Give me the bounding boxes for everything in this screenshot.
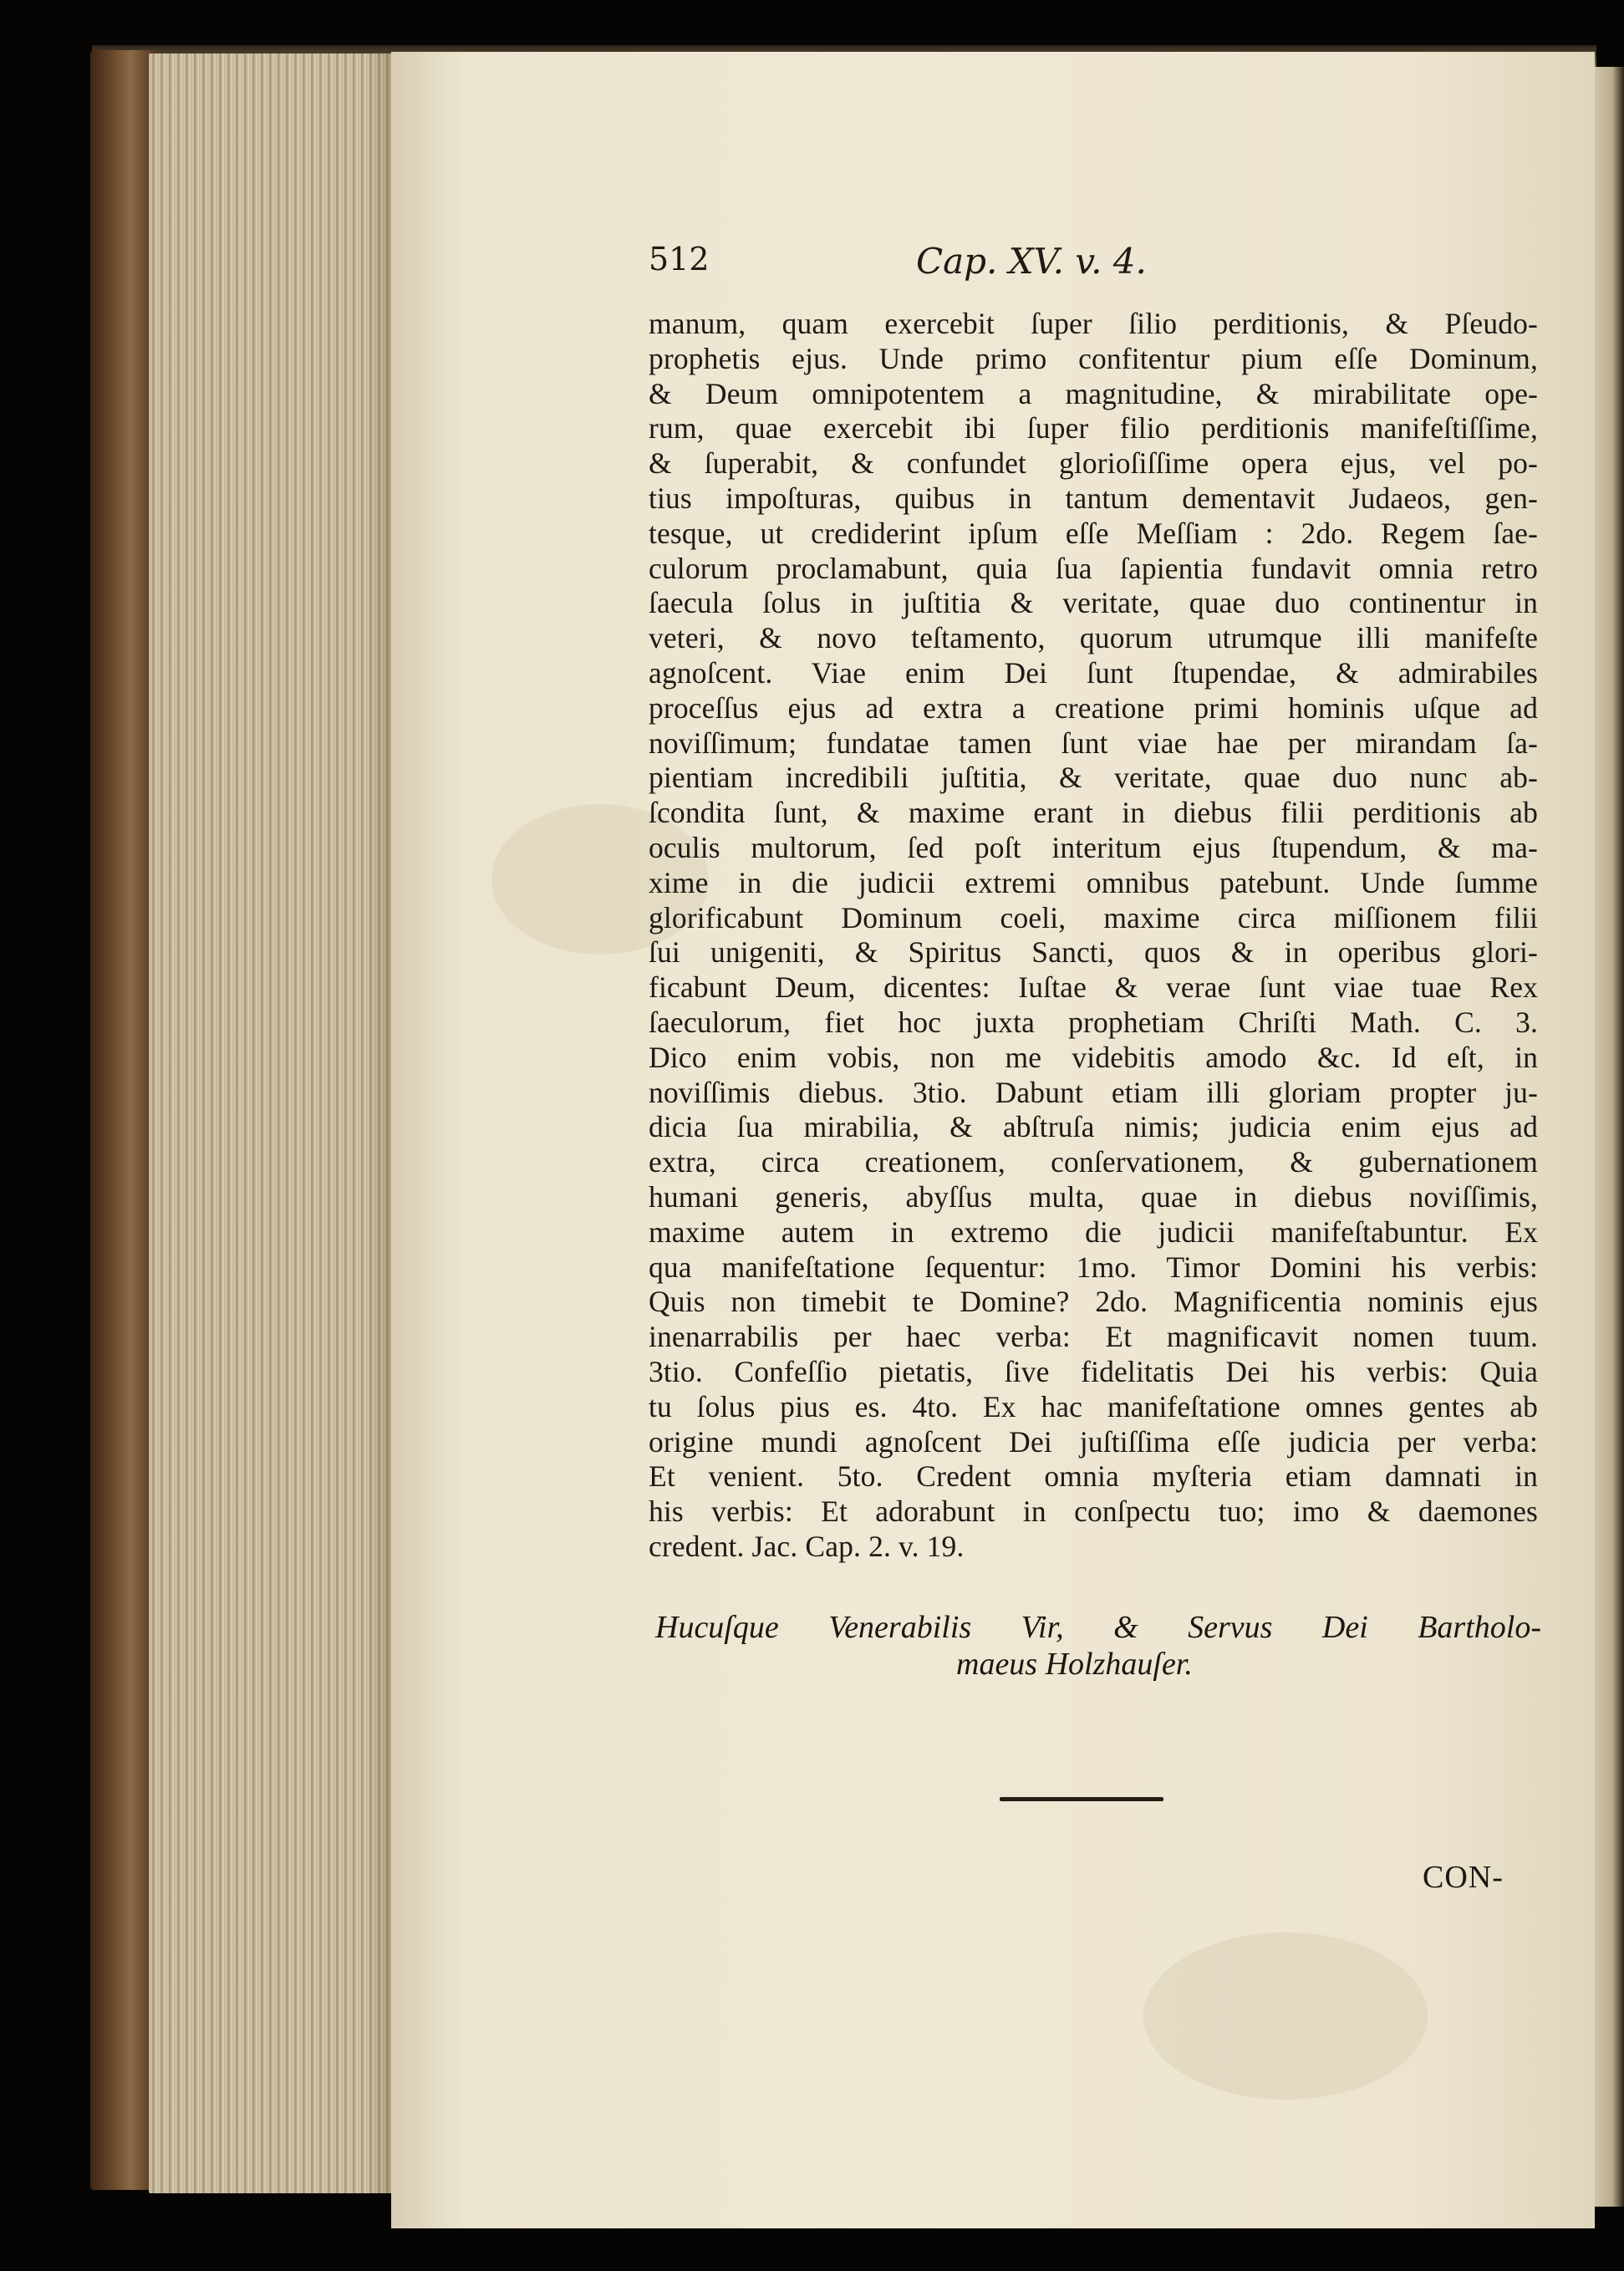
text-line: prophetis ejus. Unde primo confitentur pium eſſe Dominum, (649, 341, 1538, 375)
running-head (649, 241, 1568, 283)
section-rule (1000, 1797, 1163, 1801)
text-line: oculis multorum, ſed poſt interitum ejus ſtupendum, & ma- (649, 830, 1538, 864)
text-line: Quis non timebit te Domine? 2do. Magnificentia nominis ejus (649, 1285, 1538, 1319)
page-stack-edges (149, 53, 400, 2193)
text-line: humani generis, abyſſus multa, quae in diebus noviſſimis, (649, 1179, 1538, 1214)
text-line: rum, quae exercebit ibi ſuper filio perditionis manifeſtiſſime, (649, 411, 1538, 446)
text-line: xime in die judicii extremi omnibus patebunt. Unde ſumme (649, 865, 1538, 899)
catchword: CON- (1423, 1860, 1504, 1895)
text-line: ficabunt Deum, dicentes: Iuſtae & verae ſunt viae tuae Rex (649, 970, 1538, 1005)
text-line: culorum proclamabunt, quia ſua ſapientia fundavit omnia retro (649, 551, 1538, 585)
text-line: ſaeculorum, fiet hoc juxta prophetiam Chriſti Math. C. 3. (649, 1005, 1538, 1039)
text-line: 3tio. Confeſſio pietatis, ſive fidelitatis Dei his verbis: Quia (649, 1354, 1538, 1388)
text-line: & ſuperabit, & confundet glorioſiſſime opera ejus, vel po- (649, 446, 1538, 481)
paper-stain (1143, 1932, 1428, 2100)
text-line: noviſſimum; fundatae tamen ſunt viae hae per mirandam ſa- (649, 726, 1538, 760)
body-text (649, 307, 1538, 1565)
text-line: noviſſimis diebus. 3tio. Dabunt etiam illi gloriam propter ju- (649, 1075, 1538, 1109)
text-line: origine mundi agnoſcent Dei juſtiſſima eſſe judicia per verba: (649, 1424, 1538, 1459)
text-line: ſcondita ſunt, & maxime erant in diebus filii perditionis ab (649, 796, 1538, 830)
text-line: agnoſcent. Viae enim Dei ſunt ſtupendae, & admirabiles (649, 655, 1538, 690)
closing-line: Hucuſque Venerabilis Vir, & Servus Dei Bartholo- (655, 1610, 1541, 1645)
text-line: extra, circa creationem, conſervationem, & gubernationem (649, 1145, 1538, 1179)
text-line: proceſſus ejus ad extra a creatione primi hominis uſque ad (649, 690, 1538, 725)
text-line: inenarrabilis per haec verba: Et magnificavit nomen tuum. (649, 1320, 1538, 1354)
text-line: tesque, ut crediderint ipſum eſſe Meſſiam : 2do. Regem ſae- (649, 516, 1538, 550)
text-line: ſui unigeniti, & Spiritus Sancti, quos & in operibus glori- (649, 935, 1538, 970)
book-binding (90, 50, 157, 2190)
text-line: Et venient. 5to. Credent omnia myſteria etiam damnati in (649, 1459, 1538, 1494)
text-line: manum, quam exercebit ſuper ſilio perditionis, & Pſeudo- (649, 307, 1538, 340)
closing-attribution (655, 1609, 1541, 1683)
text-line: pientiam incredibili juſtitia, & veritate, quae duo nunc ab- (649, 761, 1538, 795)
text-line: veteri, & novo teſtamento, quorum utrumque illi manifeſte (649, 621, 1538, 655)
text-line: ſaecula ſolus in juſtitia & veritate, quae duo continentur in (649, 586, 1538, 620)
text-line: Dico enim vobis, non me videbitis amodo &c. Id eſt, in (649, 1040, 1538, 1074)
text-line: tius impoſturas, quibus in tantum dementavit Judaeos, gen- (649, 481, 1538, 515)
text-line: maxime autem in extremo die judicii manifeſtabuntur. Ex (649, 1214, 1538, 1249)
closing-line: maeus Holzhauſer. (956, 1647, 1193, 1682)
text-line: tu ſolus pius es. 4to. Ex hac manifeſtatione omnes gentes ab (649, 1389, 1538, 1423)
text-line: dicia ſua mirabilia, & abſtruſa nimis; judicia enim ejus ad (649, 1110, 1538, 1144)
text-line: glorificabunt Dominum coeli, maxime circa miſſionem filii (649, 900, 1538, 934)
facing-page-edge (1595, 67, 1624, 2207)
text-line: his verbis: Et adorabunt in conſpectu tuo; imo & daemones (649, 1494, 1538, 1529)
page-number: 512 (649, 241, 710, 278)
text-line: qua manifeſtatione ſequentur: 1mo. Timor Domini his verbis: (649, 1250, 1538, 1284)
chapter-reference: Cap. XV. v. 4. (916, 241, 1147, 282)
text-line: & Deum omnipotentem a magnitudine, & mirabilitate ope- (649, 376, 1538, 410)
text-line: credent. Jac. Cap. 2. v. 19. (649, 1529, 965, 1563)
